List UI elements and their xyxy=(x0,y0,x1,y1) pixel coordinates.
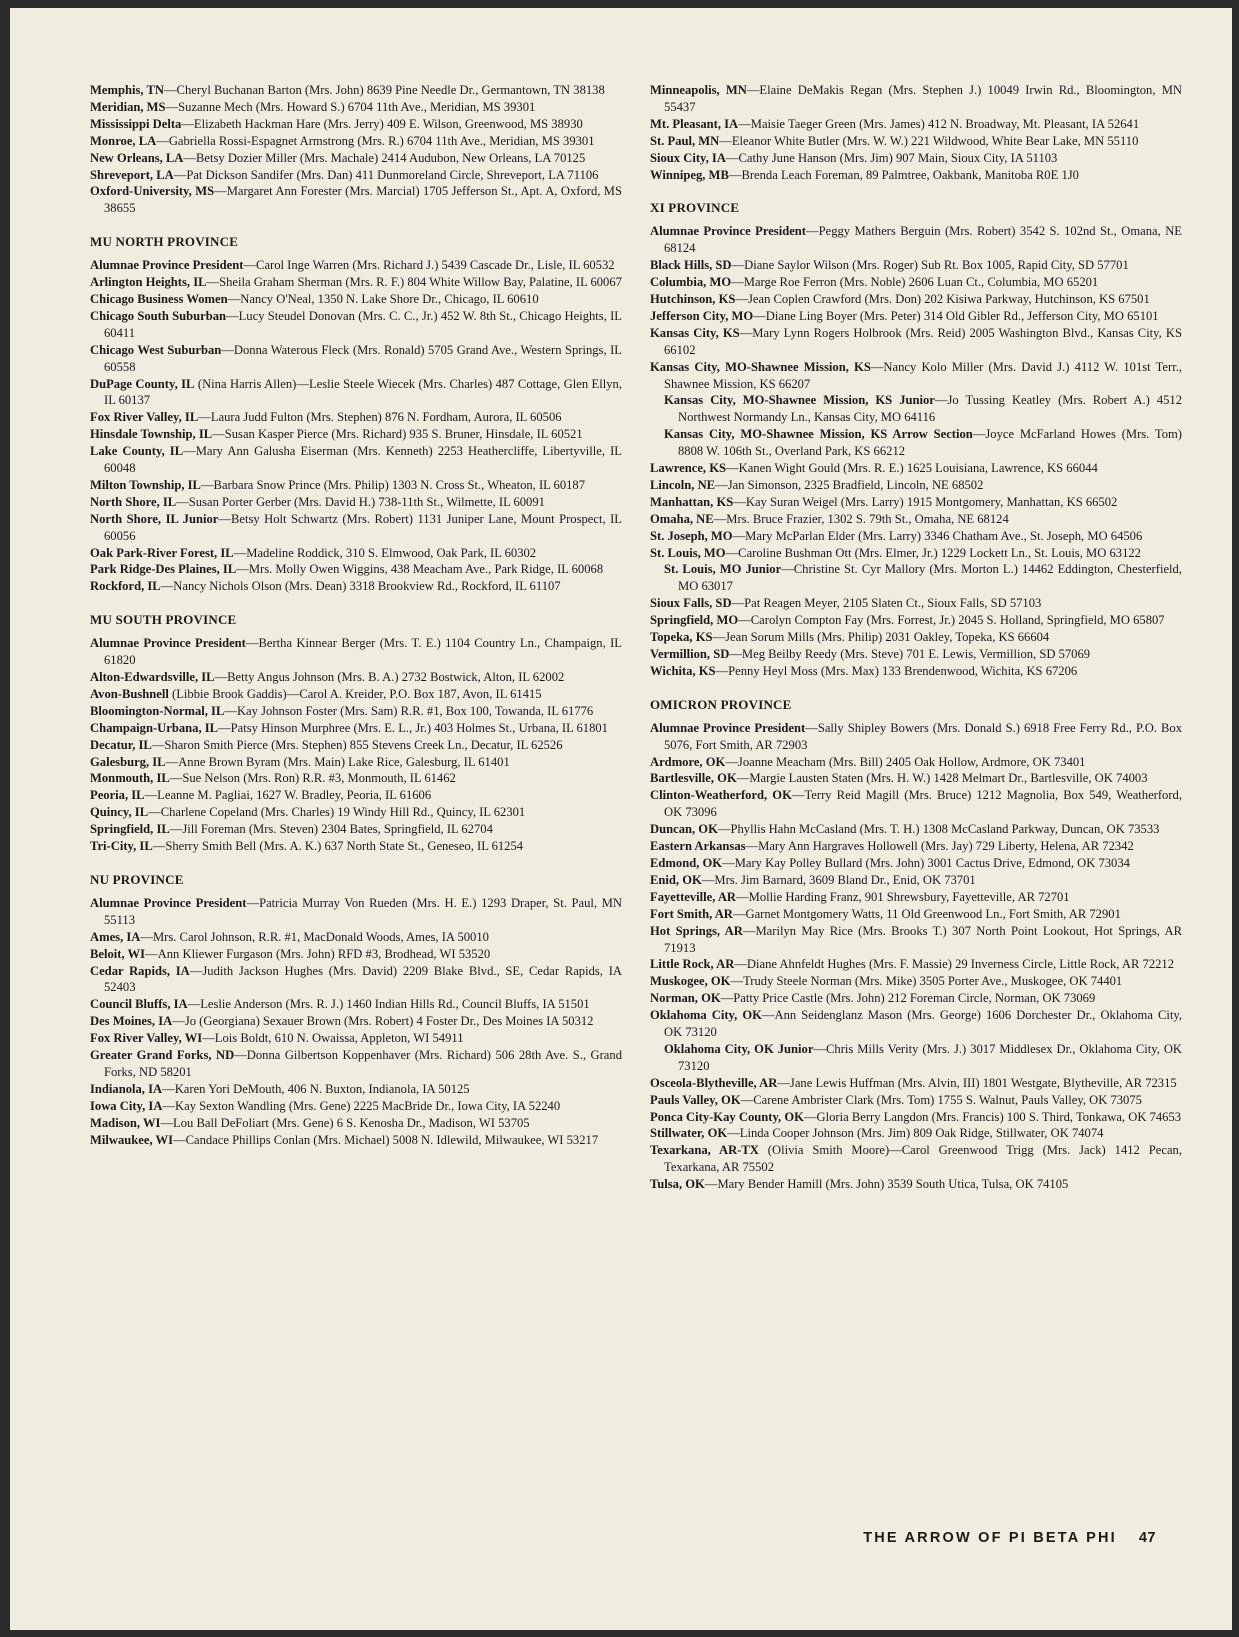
chapter-name: Chicago West Suburban xyxy=(90,342,222,357)
contact-details: —Leanne M. Pagliai, 1627 W. Bradley, Peoria, IL 61606 xyxy=(144,788,432,803)
directory-entry xyxy=(90,291,622,308)
contact-details: —Madeline Roddick, 310 S. Elmwood, Oak Park, IL 60302 xyxy=(233,545,537,560)
chapter-name: Tulsa, OK xyxy=(650,1177,705,1192)
directory-entry xyxy=(650,511,1182,528)
province-heading: NU PROVINCE xyxy=(90,871,184,887)
chapter-name: Clinton-Weatherford, OK xyxy=(650,788,792,803)
directory-entry xyxy=(650,612,1182,629)
chapter-name: Hot Springs, AR xyxy=(650,923,743,938)
directory-entry xyxy=(650,1075,1182,1092)
chapter-name: Manhattan, KS xyxy=(650,494,734,509)
contact-details: —Susan Kasper Pierce (Mrs. Richard) 935 S. Bruner, Hinsdale, IL 60521 xyxy=(212,427,583,442)
contact-details: —Gabriella Rossi-Espagnet Armstrong (Mrs. R.) 6704 11th Ave., Meridian, MS 39301 xyxy=(156,133,595,148)
directory-entry xyxy=(650,646,1182,663)
directory-entry xyxy=(650,923,1182,957)
contact-details: —Penny Heyl Moss (Mrs. Max) 133 Brendenwood, Wichita, KS 67206 xyxy=(715,663,1078,678)
chapter-name: Alumnae Province President xyxy=(650,720,806,735)
publication-title: THE ARROW OF PI BETA PHI xyxy=(863,1530,1117,1546)
chapter-name: Black Hills, SD xyxy=(650,258,732,273)
contact-details: —Jill Foreman (Mrs. Steven) 2304 Bates, Springfield, IL 62704 xyxy=(169,822,493,837)
contact-details: —Margaret Ann Forester (Mrs. Marcial) 1705 Jefferson St., Apt. A, Oxford, MS 38655 xyxy=(104,184,623,216)
contact-details: —Jean Coplen Crawford (Mrs. Don) 202 Kisiwa Parkway, Hutchinson, KS 67501 xyxy=(735,291,1150,306)
contact-details: —Joyce McFarland Howes (Mrs. Tom) 8808 W. 106th St., Overland Park, KS 66212 xyxy=(678,427,1182,459)
chapter-name: Oklahoma City, OK xyxy=(650,1008,762,1023)
directory-entry xyxy=(650,150,1182,167)
contact-details: —Betsy Dozier Miller (Mrs. Machale) 2414 Audubon, New Orleans, LA 70125 xyxy=(183,150,586,165)
chapter-name: Avon-Bushnell xyxy=(90,686,169,701)
chapter-name: Indianola, IA xyxy=(90,1081,163,1096)
chapter-name: Ardmore, OK xyxy=(650,754,726,769)
chapter-name: Springfield, MO xyxy=(650,613,739,628)
directory-entry xyxy=(650,477,1182,494)
directory-entry xyxy=(90,669,622,686)
contact-details: —Brenda Leach Foreman, 89 Palmtree, Oakbank, Manitoba R0E 1J0 xyxy=(728,167,1079,182)
contact-details: —Garnet Montgomery Watts, 11 Old Greenwood Ln., Fort Smith, AR 72901 xyxy=(732,906,1121,921)
chapter-name: North Shore, IL Junior xyxy=(90,511,219,526)
directory-entry xyxy=(90,895,622,929)
chapter-name: Milton Township, IL xyxy=(90,477,201,492)
directory-entry xyxy=(650,359,1182,393)
directory-entry xyxy=(90,409,622,426)
chapter-name: Hinsdale Township, IL xyxy=(90,427,213,442)
directory-entry xyxy=(650,325,1182,359)
directory-entry xyxy=(650,1041,1182,1075)
contact-details: (Nina Harris Allen)—Leslie Steele Wiecek (Mrs. Charles) 487 Cottage, Glen Ellyn, IL 60137 xyxy=(104,376,622,408)
directory-entry xyxy=(650,133,1182,150)
chapter-name: North Shore, IL xyxy=(90,494,177,509)
contact-details: —Donna Gilbertson Koppenhaver (Mrs. Richard) 506 28th Ave. S., Grand Forks, ND 58201 xyxy=(104,1048,622,1079)
contact-details: —Mary Ann Hargraves Hollowell (Mrs. Jay) 729 Liberty, Helena, AR 72342 xyxy=(745,839,1134,854)
contact-details: —Eleanor White Butler (Mrs. W. W.) 221 Wildwood, White Bear Lake, MN 55110 xyxy=(719,133,1139,148)
directory-entry xyxy=(90,804,622,821)
directory-entry xyxy=(650,223,1182,257)
chapter-name: Bartlesville, OK xyxy=(650,771,737,786)
directory-entry xyxy=(90,821,622,838)
chapter-name: Beloit, WI xyxy=(90,946,146,961)
directory-entry xyxy=(90,133,622,150)
contact-details: —Nancy O'Neal, 1350 N. Lake Shore Dr., Chicago, IL 60610 xyxy=(227,291,539,306)
province-heading: MU NORTH PROVINCE xyxy=(90,234,239,250)
directory-entry xyxy=(650,1142,1182,1176)
chapter-name: Milwaukee, WI xyxy=(90,1132,174,1147)
chapter-name: Fox River Valley, IL xyxy=(90,410,199,425)
directory-entry xyxy=(90,946,622,963)
chapter-name: Ponca City-Kay County, OK xyxy=(650,1109,804,1124)
chapter-name: Mississippi Delta xyxy=(90,116,182,131)
chapter-name: Alumnae Province President xyxy=(90,636,246,651)
chapter-name: St. Louis, MO Junior xyxy=(664,562,782,577)
directory-entry xyxy=(90,578,622,595)
contact-details: —Gloria Berry Langdon (Mrs. Francis) 100 S. Third, Tonkawa, OK 74653 xyxy=(803,1109,1182,1124)
chapter-name: Sioux City, IA xyxy=(650,150,726,165)
contact-details: —Patricia Murray Von Rueden (Mrs. H. E.) 1293 Draper, St. Paul, MN 55113 xyxy=(104,895,622,927)
chapter-name: Champaign-Urbana, IL xyxy=(90,720,219,735)
directory-entry xyxy=(650,973,1182,990)
chapter-name: Chicago Business Women xyxy=(90,291,228,306)
chapter-name: Pauls Valley, OK xyxy=(650,1092,741,1107)
chapter-name: New Orleans, LA xyxy=(90,150,184,165)
chapter-name: Des Moines, IA xyxy=(90,1014,173,1029)
chapter-name: Duncan, OK xyxy=(650,822,718,837)
directory-entry xyxy=(650,629,1182,646)
directory-entry xyxy=(650,872,1182,889)
contact-details: —Nancy Nichols Olson (Mrs. Dean) 3318 Brookview Rd., Rockford, IL 61107 xyxy=(160,579,561,594)
chapter-name: Iowa City, IA xyxy=(90,1098,163,1113)
contact-details: —Patty Price Castle (Mrs. John) 212 Foreman Circle, Norman, OK 73069 xyxy=(720,991,1096,1006)
contact-details: —Chris Mills Verity (Mrs. J.) 3017 Middlesex Dr., Oklahoma City, OK 73120 xyxy=(678,1041,1183,1073)
directory-entry xyxy=(90,635,622,669)
chapter-name: Springfield, IL xyxy=(90,822,170,837)
chapter-name: Alumnae Province President xyxy=(90,895,247,910)
chapter-name: Sioux Falls, SD xyxy=(650,596,732,611)
chapter-name: Hutchinson, KS xyxy=(650,291,736,306)
contact-details: —Nancy Kolo Miller (Mrs. David J.) 4112 W. 101st Terr., Shawnee Mission, KS 66207 xyxy=(664,359,1182,391)
right-column xyxy=(650,82,1182,1193)
chapter-name: Council Bluffs, IA xyxy=(90,997,188,1012)
chapter-name: Peoria, IL xyxy=(90,788,145,803)
contact-details: —Peggy Mathers Berguin (Mrs. Robert) 3542 S. 102nd St., Omana, NE 68124 xyxy=(664,224,1182,256)
directory-entry xyxy=(90,477,622,494)
contact-details: —Cathy June Hanson (Mrs. Jim) 907 Main, Sioux City, IA 51103 xyxy=(725,150,1058,165)
contact-details: —Donna Waterous Fleck (Mrs. Ronald) 5705 Grand Ave., Western Springs, IL 60558 xyxy=(104,342,622,374)
contact-details: —Elaine DeMakis Regan (Mrs. Stephen J.) 10049 Irwin Rd., Bloomington, MN 55437 xyxy=(664,83,1182,114)
directory-entry xyxy=(90,443,622,477)
contact-details: —Carol Inge Warren (Mrs. Richard J.) 5439 Cascade Dr., Lisle, IL 60532 xyxy=(243,258,615,273)
directory-entry xyxy=(90,720,622,737)
contact-details: —Charlene Copeland (Mrs. Charles) 19 Windy Hill Rd., Quincy, IL 62301 xyxy=(148,805,526,820)
chapter-name: Enid, OK xyxy=(650,872,702,887)
directory-entry xyxy=(90,1115,622,1132)
chapter-name: Mt. Pleasant, IA xyxy=(650,116,739,131)
directory-entry xyxy=(650,392,1182,426)
directory-entry xyxy=(650,1007,1182,1041)
chapter-name: Texarkana, AR-TX xyxy=(650,1143,759,1158)
contact-details: —Jo Tussing Keatley (Mrs. Robert A.) 4512 Northwest Normandy Ln., Kansas City, MO 64116 xyxy=(678,393,1183,425)
directory-entry xyxy=(90,754,622,771)
chapter-name: Jefferson City, MO xyxy=(650,308,754,323)
contact-details: —Mary Ann Galusha Eiserman (Mrs. Kenneth) 2253 Heathercliffe, Libertyville, IL 60048 xyxy=(104,444,622,476)
contact-details: —Mary Bender Hamill (Mrs. John) 3539 South Utica, Tulsa, OK 74105 xyxy=(704,1177,1069,1192)
directory-entry xyxy=(90,963,622,997)
contact-details: —Jane Lewis Huffman (Mrs. Alvin, III) 1801 Westgate, Blytheville, AR 72315 xyxy=(777,1075,1177,1090)
contact-details: —Suzanne Mech (Mrs. Howard S.) 6704 11th Ave., Meridian, MS 39301 xyxy=(165,99,536,114)
chapter-name: Vermillion, SD xyxy=(650,647,730,661)
chapter-name: Chicago South Suburban xyxy=(90,308,227,323)
chapter-name: Rockford, IL xyxy=(90,579,161,594)
chapter-name: Memphis, TN xyxy=(90,83,164,97)
directory-entry xyxy=(90,183,622,217)
contact-details: —Mrs. Bruce Frazier, 1302 S. 79th St., Omaha, NE 68124 xyxy=(713,511,1009,526)
directory-entry xyxy=(650,308,1182,325)
contact-details: (Olivia Smith Moore)—Carol Greenwood Trigg (Mrs. Jack) 1412 Pecan, Texarkana, AR 75502 xyxy=(664,1143,1182,1175)
contact-details: —Mollie Harding Franz, 901 Shrewsbury, Fayetteville, AR 72701 xyxy=(736,889,1070,904)
directory-entry xyxy=(650,1176,1182,1193)
directory-entry xyxy=(650,257,1182,274)
directory-entry xyxy=(90,770,622,787)
chapter-name: Fayetteville, AR xyxy=(650,889,737,904)
chapter-name: Kansas City, MO-Shawnee Mission, KS Junior xyxy=(664,393,935,408)
directory-entry xyxy=(650,291,1182,308)
directory-entry xyxy=(90,167,622,184)
chapter-name: Park Ridge-Des Plaines, IL xyxy=(90,562,237,577)
directory-entry xyxy=(90,561,622,578)
directory-entry xyxy=(90,787,622,804)
contact-details: —Phyllis Hahn McCasland (Mrs. T. H.) 1308 McCasland Parkway, Duncan, OK 73533 xyxy=(717,822,1160,837)
chapter-name: Tri-City, IL xyxy=(90,839,153,854)
chapter-name: Alumnae Province President xyxy=(90,258,244,273)
directory-entry xyxy=(650,889,1182,906)
directory-entry xyxy=(90,996,622,1013)
directory-entry xyxy=(650,754,1182,771)
directory-entry xyxy=(650,855,1182,872)
chapter-name: Columbia, MO xyxy=(650,275,732,290)
chapter-name: Quincy, IL xyxy=(90,805,149,820)
directory-entry xyxy=(90,99,622,116)
directory-entry xyxy=(650,770,1182,787)
contact-details: —Terry Reid Magill (Mrs. Bruce) 1212 Magnolia, Box 549, Weatherford, OK 73096 xyxy=(664,788,1182,820)
contact-details: —Diane Saylor Wilson (Mrs. Roger) Sub Rt. Box 1005, Rapid City, SD 57701 xyxy=(731,258,1129,273)
contact-details: —Susan Porter Gerber (Mrs. David H.) 738-11th St., Wilmette, IL 60091 xyxy=(176,494,545,509)
directory-entry xyxy=(90,342,622,376)
directory-entry xyxy=(90,737,622,754)
contact-details: —Linda Cooper Johnson (Mrs. Jim) 809 Oak Ridge, Stillwater, OK 74074 xyxy=(727,1126,1104,1141)
chapter-name: Kansas City, MO-Shawnee Mission, KS xyxy=(650,359,871,374)
contact-details: —Ann Kliewer Furgason (Mrs. John) RFD #3, Brodhead, WI 53520 xyxy=(145,946,491,961)
directory-entry xyxy=(650,274,1182,291)
contact-details: —Pat Dickson Sandifer (Mrs. Dan) 411 Dunmoreland Circle, Shreveport, LA 71106 xyxy=(173,167,599,182)
directory-entry xyxy=(90,376,622,410)
chapter-name: Winnipeg, MB xyxy=(650,167,729,182)
directory-entry xyxy=(90,703,622,720)
directory-entry xyxy=(650,82,1182,116)
directory-entry xyxy=(650,116,1182,133)
contact-details: —Marge Roe Ferron (Mrs. Noble) 2606 Luan Ct., Columbia, MO 65201 xyxy=(731,275,1099,290)
contact-details: —Joanne Meacham (Mrs. Bill) 2405 Oak Hollow, Ardmore, OK 73401 xyxy=(725,754,1086,769)
directory-entry xyxy=(650,1125,1182,1142)
contact-details: —Mary Kay Polley Bullard (Mrs. John) 3001 Cactus Drive, Edmond, OK 73034 xyxy=(722,855,1130,870)
contact-details: —Anne Brown Byram (Mrs. Main) Lake Rice, Galesburg, IL 61401 xyxy=(165,754,510,769)
directory-entry xyxy=(650,990,1182,1007)
chapter-name: St. Paul, MN xyxy=(650,133,720,148)
chapter-name: Omaha, NE xyxy=(650,511,714,526)
chapter-name: Eastern Arkansas xyxy=(650,839,746,854)
page-number: 47 xyxy=(1138,1530,1156,1546)
chapter-name: Alton-Edwardsville, IL xyxy=(90,670,215,684)
chapter-name: Lincoln, NE xyxy=(650,477,716,492)
chapter-name: Monmouth, IL xyxy=(90,771,170,786)
directory-entry xyxy=(90,511,622,545)
chapter-name: Oklahoma City, OK Junior xyxy=(664,1041,814,1056)
chapter-name: Stillwater, OK xyxy=(650,1126,728,1141)
directory-entry xyxy=(650,426,1182,460)
contact-details: —Trudy Steele Norman (Mrs. Mike) 3505 Porter Ave., Muskogee, OK 74401 xyxy=(730,974,1123,989)
directory-entry xyxy=(90,82,622,99)
contact-details: —Laura Judd Fulton (Mrs. Stephen) 876 N. Fordham, Aurora, IL 60506 xyxy=(198,410,562,425)
chapter-name: Osceola-Blytheville, AR xyxy=(650,1075,778,1090)
directory-entry xyxy=(90,257,622,274)
chapter-name: Edmond, OK xyxy=(650,855,723,870)
contact-details: —Marilyn May Rice (Mrs. Brooks T.) 307 North Point Lookout, Hot Springs, AR 71913 xyxy=(664,923,1182,955)
directory-entry xyxy=(90,1132,622,1149)
province-heading: MU SOUTH PROVINCE xyxy=(90,612,237,628)
chapter-name: Muskogee, OK xyxy=(650,974,731,989)
contact-details: —Carolyn Compton Fay (Mrs. Forrest, Jr.) 2045 S. Holland, Springfield, MO 65807 xyxy=(738,613,1165,628)
directory-entry xyxy=(650,906,1182,923)
contact-details: —Cheryl Buchanan Barton (Mrs. John) 8639 Pine Needle Dr., Germantown, TN 38138 xyxy=(163,83,605,97)
directory-entry xyxy=(90,274,622,291)
contact-details: —Caroline Bushman Ott (Mrs. Elmer, Jr.) 1229 Lockett Ln., St. Louis, MO 63122 xyxy=(725,545,1141,560)
chapter-name: Greater Grand Forks, ND xyxy=(90,1048,235,1063)
chapter-name: Wichita, KS xyxy=(650,663,716,678)
directory-entry xyxy=(650,821,1182,838)
contact-details: —Lou Ball DeFoliart (Mrs. Gene) 6 S. Kenosha Dr., Madison, WI 53705 xyxy=(160,1115,530,1130)
chapter-name: Oak Park-River Forest, IL xyxy=(90,545,234,560)
directory-entry xyxy=(90,1098,622,1115)
chapter-name: Kansas City, KS xyxy=(650,325,740,340)
contact-details: —Sue Nelson (Mrs. Ron) R.R. #3, Monmouth, IL 61462 xyxy=(169,771,456,786)
chapter-name: DuPage County, IL xyxy=(90,376,195,391)
directory-entry xyxy=(90,426,622,443)
chapter-name: Fox River Valley, WI xyxy=(90,1031,203,1046)
chapter-name: Meridian, MS xyxy=(90,99,166,114)
chapter-name: Minneapolis, MN xyxy=(650,83,747,97)
directory-entry xyxy=(650,1092,1182,1109)
contact-details: —Kay Suran Weigel (Mrs. Larry) 1915 Montgomery, Manhattan, KS 66502 xyxy=(733,494,1118,509)
province-heading: OMICRON PROVINCE xyxy=(650,696,792,712)
province-heading: XI PROVINCE xyxy=(650,200,740,216)
contact-details: —Sally Shipley Bowers (Mrs. Donald S.) 6918 Free Ferry Rd., P.O. Box 5076, Fort Smith, AR 72903 xyxy=(664,720,1182,752)
directory-entry xyxy=(90,686,622,703)
contact-details: —Carene Ambrister Clark (Mrs. Tom) 1755 S. Walnut, Pauls Valley, OK 73075 xyxy=(740,1092,1142,1107)
page-footer xyxy=(863,1530,1156,1546)
contact-details: —Jo (Georgiana) Sexauer Brown (Mrs. Robert) 4 Foster Dr., Des Moines IA 50312 xyxy=(172,1014,594,1029)
directory-entry xyxy=(650,494,1182,511)
contact-details: —Mrs. Jim Barnard, 3609 Bland Dr., Enid, OK 73701 xyxy=(701,872,976,887)
directory-entry xyxy=(650,528,1182,545)
chapter-name: Topeka, KS xyxy=(650,630,713,645)
contact-details: —Elizabeth Hackman Hare (Mrs. Jerry) 409 E. Wilson, Greenwood, MS 38930 xyxy=(181,116,583,131)
contact-details: —Sherry Smith Bell (Mrs. A. K.) 637 North State St., Geneseo, IL 61254 xyxy=(152,839,524,854)
chapter-name: St. Louis, MO xyxy=(650,545,726,560)
chapter-name: Lake County, IL xyxy=(90,444,184,459)
directory-entry xyxy=(90,150,622,167)
contact-details: —Mrs. Carol Johnson, R.R. #1, MacDonald Woods, Ames, IA 50010 xyxy=(140,929,489,944)
contact-details: —Ann Seidenglanz Mason (Mrs. George) 1606 Dorchester Dr., Oklahoma City, OK 73120 xyxy=(664,1008,1182,1040)
directory-entry xyxy=(90,116,622,133)
contact-details: —Leslie Anderson (Mrs. R. J.) 1460 Indian Hills Rd., Council Bluffs, IA 51501 xyxy=(187,997,590,1012)
contact-details: —Margie Lausten Staten (Mrs. H. W.) 1428 Melmart Dr., Bartlesville, OK 74003 xyxy=(736,771,1148,786)
contact-details: (Libbie Brook Gaddis)—Carol A. Kreider, P.O. Box 187, Avon, IL 61415 xyxy=(168,686,542,701)
directory-entry xyxy=(650,1109,1182,1126)
contact-details: —Pat Reagen Meyer, 2105 Slaten Ct., Sioux Falls, SD 57103 xyxy=(731,596,1042,611)
directory-entry xyxy=(650,595,1182,612)
directory-entry xyxy=(650,787,1182,821)
contact-details: —Mary Lynn Rogers Holbrook (Mrs. Reid) 2005 Washington Blvd., Kansas City, KS 66102 xyxy=(664,325,1182,357)
chapter-name: Ames, IA xyxy=(90,929,141,944)
contact-details: —Mrs. Molly Owen Wiggins, 438 Meacham Ave., Park Ridge, IL 60068 xyxy=(236,562,604,577)
chapter-name: Kansas City, MO-Shawnee Mission, KS Arrow Section xyxy=(664,427,973,442)
chapter-name: St. Joseph, MO xyxy=(650,528,733,543)
directory-entry xyxy=(650,561,1182,595)
directory-entry xyxy=(650,663,1182,680)
directory-entry xyxy=(650,545,1182,562)
chapter-name: Monroe, LA xyxy=(90,133,157,148)
chapter-name: Bloomington-Normal, IL xyxy=(90,703,225,718)
contact-details: —Lois Boldt, 610 N. Owaissa, Appleton, WI 54911 xyxy=(202,1031,464,1046)
contact-details: —Sharon Smith Pierce (Mrs. Stephen) 855 Stevens Creek Ln., Decatur, IL 62526 xyxy=(151,737,563,752)
contact-details: —Barbara Snow Prince (Mrs. Philip) 1303 N. Cross St., Wheaton, IL 60187 xyxy=(200,477,586,492)
directory-entry xyxy=(650,720,1182,754)
contact-details: —Patsy Hinson Murphree (Mrs. E. L., Jr.) 403 Holmes St., Urbana, IL 61801 xyxy=(218,720,608,735)
contact-details: —Judith Jackson Hughes (Mrs. David) 2209 Blake Blvd., SE, Cedar Rapids, IA 52403 xyxy=(104,963,622,995)
directory-entry xyxy=(90,929,622,946)
chapter-name: Little Rock, AR xyxy=(650,957,735,972)
chapter-name: Alumnae Province President xyxy=(650,224,806,239)
directory-entry xyxy=(90,1047,622,1081)
directory-entry xyxy=(650,460,1182,477)
contact-details: —Candace Phillips Conlan (Mrs. Michael) 5008 N. Idlewild, Milwaukee, WI 53217 xyxy=(173,1132,599,1147)
contact-details: —Jan Simonson, 2325 Bradfield, Lincoln, NE 68502 xyxy=(715,477,984,492)
contact-details: —Kay Sexton Wandling (Mrs. Gene) 2225 MacBride Dr., Iowa City, IA 52240 xyxy=(162,1098,561,1113)
chapter-name: Lawrence, KS xyxy=(650,461,727,476)
chapter-name: Oxford-University, MS xyxy=(90,184,215,199)
directory-entry xyxy=(90,545,622,562)
contact-details: —Christine St. Cyr Mallory (Mrs. Morton L.) 14462 Eddington, Chesterfield, MO 63017 xyxy=(678,562,1182,594)
contact-details: —Betty Angus Johnson (Mrs. B. A.) 2732 Bostwick, Alton, IL 62002 xyxy=(214,670,565,684)
chapter-name: Shreveport, LA xyxy=(90,167,174,182)
directory-entry xyxy=(650,956,1182,973)
directory-entry xyxy=(90,308,622,342)
contact-details: —Meg Beilby Reedy (Mrs. Steve) 701 E. Lewis, Vermillion, SD 57069 xyxy=(729,647,1091,661)
contact-details: —Betsy Holt Schwartz (Mrs. Robert) 1131 Juniper Lane, Mount Prospect, IL 60056 xyxy=(104,511,622,543)
directory-entry xyxy=(90,1030,622,1047)
directory-entry xyxy=(650,167,1182,184)
chapter-name: Cedar Rapids, IA xyxy=(90,963,190,978)
contact-details: —Sheila Graham Sherman (Mrs. R. F.) 804 White Willow Bay, Palatine, IL 60067 xyxy=(206,275,622,290)
contact-details: —Maisie Taeger Green (Mrs. James) 412 N. Broadway, Mt. Pleasant, IA 52641 xyxy=(738,116,1140,131)
left-column xyxy=(90,82,622,1148)
contact-details: —Diane Ahnfeldt Hughes (Mrs. F. Massie) 29 Inverness Circle, Little Rock, AR 72212 xyxy=(734,957,1175,972)
chapter-name: Fort Smith, AR xyxy=(650,906,733,921)
contact-details: —Bertha Kinnear Berger (Mrs. T. E.) 1104 Country Ln., Champaign, IL 61820 xyxy=(104,636,622,668)
document-page xyxy=(10,8,1232,1630)
directory-entry xyxy=(90,1081,622,1098)
contact-details: —Lucy Steudel Donovan (Mrs. C. C., Jr.) 452 W. 8th St., Chicago Heights, IL 60411 xyxy=(104,308,622,340)
directory-entry xyxy=(650,838,1182,855)
contact-details: —Jean Sorum Mills (Mrs. Philip) 2031 Oakley, Topeka, KS 66604 xyxy=(712,630,1050,645)
contact-details: —Kay Johnson Foster (Mrs. Sam) R.R. #1, Box 100, Towanda, IL 61776 xyxy=(224,703,594,718)
chapter-name: Decatur, IL xyxy=(90,737,152,752)
contact-details: —Kanen Wight Gould (Mrs. R. E.) 1625 Louisiana, Lawrence, KS 66044 xyxy=(726,461,1098,476)
chapter-name: Galesburg, IL xyxy=(90,754,166,769)
directory-entry xyxy=(90,494,622,511)
chapter-name: Arlington Heights, IL xyxy=(90,275,207,290)
chapter-name: Madison, WI xyxy=(90,1115,161,1130)
contact-details: —Mary McParlan Elder (Mrs. Larry) 3346 Chatham Ave., St. Joseph, MO 64506 xyxy=(732,528,1143,543)
directory-entry xyxy=(90,1013,622,1030)
directory-entry xyxy=(90,838,622,855)
chapter-name: Norman, OK xyxy=(650,991,721,1006)
contact-details: —Karen Yori DeMouth, 406 N. Buxton, Indianola, IA 50125 xyxy=(162,1081,470,1096)
contact-details: —Diane Ling Boyer (Mrs. Peter) 314 Old Gibler Rd., Jefferson City, MO 65101 xyxy=(753,308,1159,323)
